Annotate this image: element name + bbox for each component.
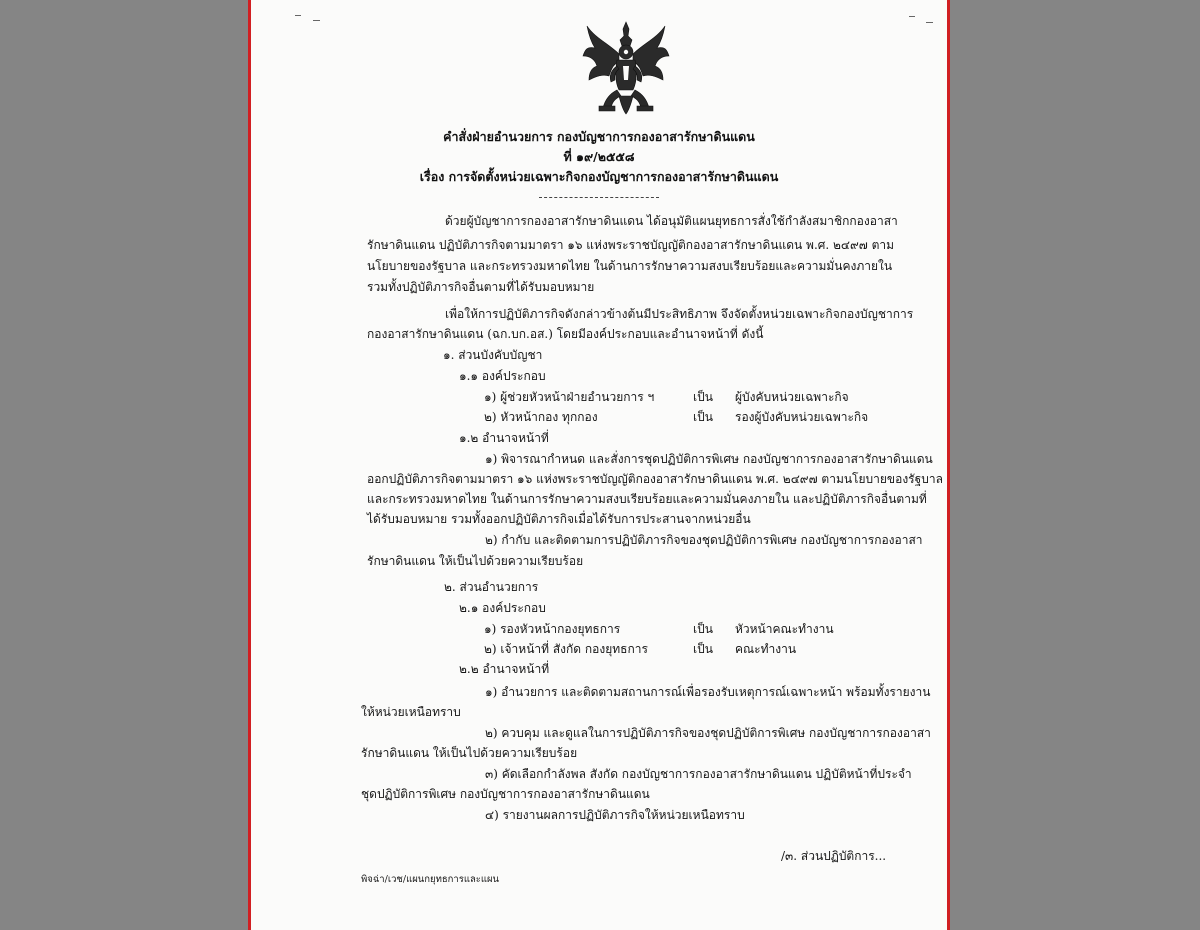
intro-line: ด้วยผู้บัญชาการกองอาสารักษาดินแดน ได้อนุมัติแผนยุทธการสั่งใช้กำลังสมาชิกกองอาสา	[445, 214, 898, 228]
duty-line: ๔) รายงานผลการปฏิบัติภารกิจให้หน่วยเหนือทราบ	[485, 808, 745, 822]
duty-line: ๑) พิจารณากำหนด และสั่งการชุดปฏิบัติการพิเศษ กองบัญชาการกองอาสารักษาดินแดน	[485, 452, 933, 466]
duty-line: ๑) อำนวยการ และติดตามสถานการณ์เพื่อรองรับเหตุการณ์เฉพาะหน้า พร้อมทั้งรายงาน	[485, 685, 931, 699]
intro-line: รักษาดินแดน ปฏิบัติภารกิจตามมาตรา ๑๖ แห่งพระราชบัญญัติกองอาสารักษาดินแดน พ.ศ. ๒๔๙๗ ตาม	[367, 238, 895, 252]
duty-line: รักษาดินแดน ให้เป็นไปด้วยความเรียบร้อย	[367, 554, 584, 568]
member-name: ๒) หัวหน้ากอง ทุกกอง	[484, 410, 598, 424]
order-subject: เรื่อง การจัดตั้งหน่วยเฉพาะกิจกองบัญชาการกองอาสารักษาดินแดน	[419, 169, 779, 184]
purpose-line: กองอาสารักษาดินแดน (ฉก.บก.อส.) โดยมีองค์ประกอบและอำนาจหน้าที่ ดังนี้	[367, 327, 764, 341]
section2-duties-title: ๒.๒ อำนาจหน้าที่	[459, 662, 550, 676]
duty-line: รักษาดินแดน ให้เป็นไปด้วยความเรียบร้อย	[361, 746, 578, 760]
document-page	[248, 0, 950, 930]
section1-title: ๑. ส่วนบังคับบัญชา	[443, 348, 543, 362]
duty-line: ชุดปฏิบัติการพิเศษ กองบัญชาการกองอาสารักษาดินแดน	[361, 787, 650, 801]
duty-line: ให้หน่วยเหนือทราบ	[361, 705, 461, 719]
intro-line: นโยบายของรัฐบาล และกระทรวงมหาดไทย ในด้านการรักษาความสงบเรียบร้อยและความมั่นคงภายใน	[367, 259, 893, 273]
continuation-note: /๓. ส่วนปฏิบัติการ...	[781, 849, 887, 863]
intro-line: รวมทั้งปฏิบัติภารกิจอื่นตามที่ได้รับมอบหมาย	[367, 280, 595, 294]
order-number: ที่ ๑๙/๒๕๕๘	[563, 149, 635, 164]
member-name: ๒) เจ้าหน้าที่ สังกัด กองยุทธการ	[484, 642, 648, 656]
scan-speck	[909, 16, 915, 17]
duty-line: และกระทรวงมหาดไทย ในด้านการรักษาความสงบเรียบร้อยและความมั่นคงภายใน และปฏิบัติภารกิจอื่นตามที่	[367, 492, 927, 506]
member-name: ๑) รองหัวหน้ากองยุทธการ	[484, 622, 621, 636]
member-as: เป็น	[693, 410, 713, 424]
header-divider	[539, 197, 659, 198]
section1-composition-title: ๑.๑ องค์ประกอบ	[459, 369, 546, 383]
footer-note: พิจฉ่า/เวช/แผนกยุทธการและแผน	[361, 874, 500, 885]
garuda-emblem-icon	[581, 20, 671, 116]
order-issuer: คำสั่งฝ่ายอำนวยการ กองบัญชาการกองอาสารักษาดินแดน	[443, 129, 755, 144]
section1-duties-title: ๑.๒ อำนาจหน้าที่	[459, 431, 549, 445]
member-role: ผู้บังคับหน่วยเฉพาะกิจ	[735, 390, 849, 404]
member-as: เป็น	[693, 390, 713, 404]
duty-line: ได้รับมอบหมาย รวมทั้งออกปฏิบัติภารกิจเมื่อได้รับการประสานจากหน่วยอื่น	[367, 512, 751, 526]
scan-speck	[313, 20, 320, 21]
section2-composition-title: ๒.๑ องค์ประกอบ	[459, 601, 546, 615]
member-role: หัวหน้าคณะทำงาน	[735, 622, 834, 636]
duty-line: ออกปฏิบัติภารกิจตามมาตรา ๑๖ แห่งพระราชบัญญัติกองอาสารักษาดินแดน พ.ศ. ๒๔๙๗ ตามนโยบายของรัฐบาล	[367, 472, 943, 486]
member-role: รองผู้บังคับหน่วยเฉพาะกิจ	[735, 410, 869, 424]
duty-line: ๒) ควบคุม และดูแลในการปฏิบัติภารกิจของชุดปฏิบัติการพิเศษ กองบัญชาการกองอาสา	[485, 726, 931, 740]
duty-line: ๒) กำกับ และติดตามการปฏิบัติภารกิจของชุดปฏิบัติการพิเศษ กองบัญชาการกองอาสา	[485, 533, 923, 547]
member-name: ๑) ผู้ช่วยหัวหน้าฝ่ายอำนวยการ ฯ	[484, 390, 655, 404]
scan-speck	[926, 22, 933, 23]
member-as: เป็น	[693, 622, 713, 636]
scan-speck	[295, 15, 301, 16]
section2-title: ๒. ส่วนอำนวยการ	[444, 580, 539, 594]
member-role: คณะทำงาน	[735, 642, 797, 656]
member-as: เป็น	[693, 642, 713, 656]
duty-line: ๓) คัดเลือกกำลังพล สังกัด กองบัญชาการกองอาสารักษาดินแดน ปฏิบัติหน้าที่ประจำ	[485, 767, 912, 781]
purpose-line: เพื่อให้การปฏิบัติภารกิจดังกล่าวข้างต้นมีประสิทธิภาพ จึงจัดตั้งหน่วยเฉพาะกิจกองบัญชาการ	[445, 307, 914, 321]
